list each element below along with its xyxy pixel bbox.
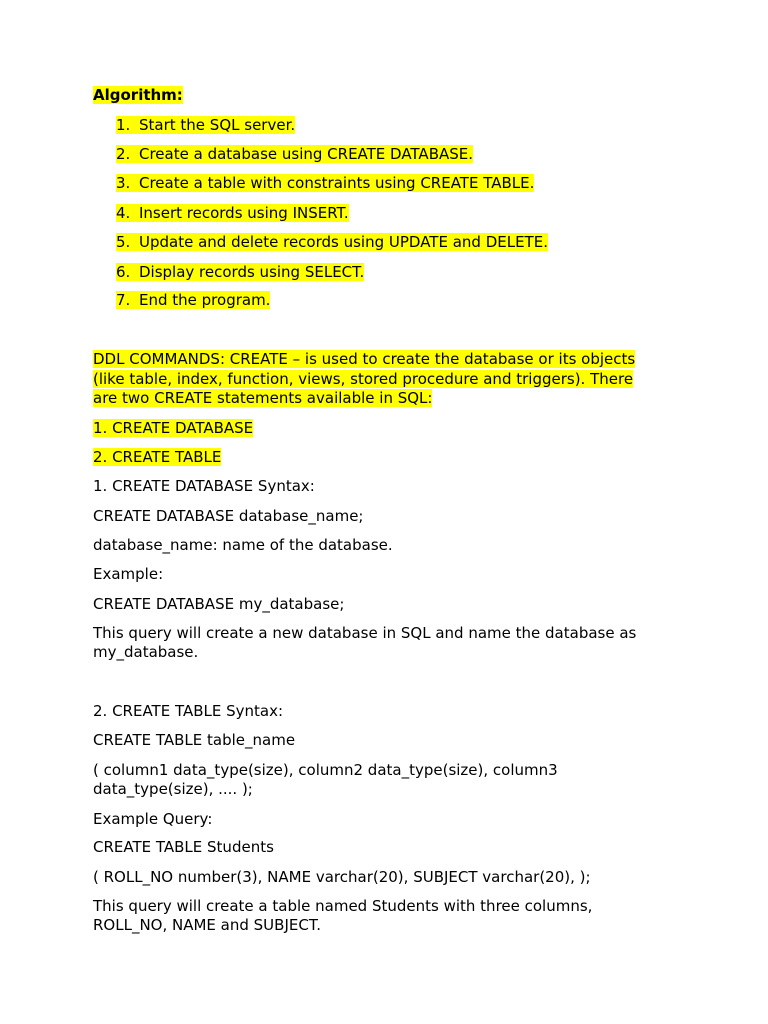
- step-number: 7.: [116, 291, 131, 309]
- step-number: 5.: [116, 233, 131, 251]
- create-table-example: CREATE TABLE Students: [93, 838, 274, 856]
- ddl-intro-line: [93, 389, 432, 409]
- ddl-intro-text: (like table, index, function, views, stored procedure and triggers). There: [93, 370, 634, 388]
- step-number: 3.: [116, 174, 131, 192]
- algorithm-step: [116, 174, 534, 194]
- create-database-syntax-title: 1. CREATE DATABASE Syntax:: [93, 477, 315, 495]
- step-number: 4.: [116, 204, 131, 222]
- algorithm-step: [116, 116, 295, 136]
- ddl-intro-line: [93, 350, 635, 370]
- algorithm-heading-text: Algorithm:: [93, 86, 183, 104]
- ddl-intro-text: DDL COMMANDS: CREATE – is used to create the database or its objects: [93, 350, 636, 368]
- create-database-example-label: Example:: [93, 565, 164, 583]
- step-text: Update and delete records using UPDATE and DELETE.: [139, 233, 548, 251]
- create-table-example-columns: ( ROLL_NO number(3), NAME varchar(20), SUBJECT varchar(20), );: [93, 868, 591, 886]
- algorithm-step: [116, 204, 349, 224]
- create-database-syntax: CREATE DATABASE database_name;: [93, 507, 364, 525]
- step-number: 1.: [116, 116, 131, 134]
- step-text: Create a database using CREATE DATABASE.: [139, 145, 474, 163]
- create-database-param: database_name: name of the database.: [93, 536, 393, 554]
- create-table-columns-line: data_type(size), .... );: [93, 780, 253, 798]
- algorithm-step: [116, 233, 548, 253]
- step-number: 2.: [116, 145, 131, 163]
- create-database-desc-line: This query will create a new database in SQL and name the database as: [93, 624, 637, 642]
- ddl-intro-line: [93, 370, 633, 390]
- algorithm-step: [116, 263, 364, 283]
- ddl-item-text: 1. CREATE DATABASE: [93, 419, 254, 437]
- create-table-syntax: CREATE TABLE table_name: [93, 731, 296, 749]
- algorithm-step: [116, 145, 473, 165]
- create-table-desc-line: This query will create a table named Students with three columns,: [93, 897, 593, 915]
- create-database-example: CREATE DATABASE my_database;: [93, 595, 345, 613]
- step-text: Display records using SELECT.: [139, 263, 365, 281]
- create-table-example-label: Example Query:: [93, 810, 213, 828]
- step-text: Start the SQL server.: [139, 116, 296, 134]
- step-number: 6.: [116, 263, 131, 281]
- step-text: Create a table with constraints using CREATE TABLE.: [139, 174, 535, 192]
- ddl-intro-text: are two CREATE statements available in SQL:: [93, 389, 433, 407]
- create-database-desc-line: my_database.: [93, 643, 199, 661]
- step-text: End the program.: [139, 291, 271, 309]
- algorithm-heading: [93, 86, 183, 106]
- create-table-columns-line: ( column1 data_type(size), column2 data_type(size), column3: [93, 761, 558, 779]
- ddl-item-text: 2. CREATE TABLE: [93, 448, 222, 466]
- create-table-desc-line: ROLL_NO, NAME and SUBJECT.: [93, 916, 321, 934]
- ddl-item-create-database: [93, 419, 253, 439]
- step-text: Insert records using INSERT.: [139, 204, 349, 222]
- create-table-syntax-title: 2. CREATE TABLE Syntax:: [93, 702, 284, 720]
- ddl-item-create-table: [93, 448, 221, 468]
- algorithm-step: [116, 291, 270, 311]
